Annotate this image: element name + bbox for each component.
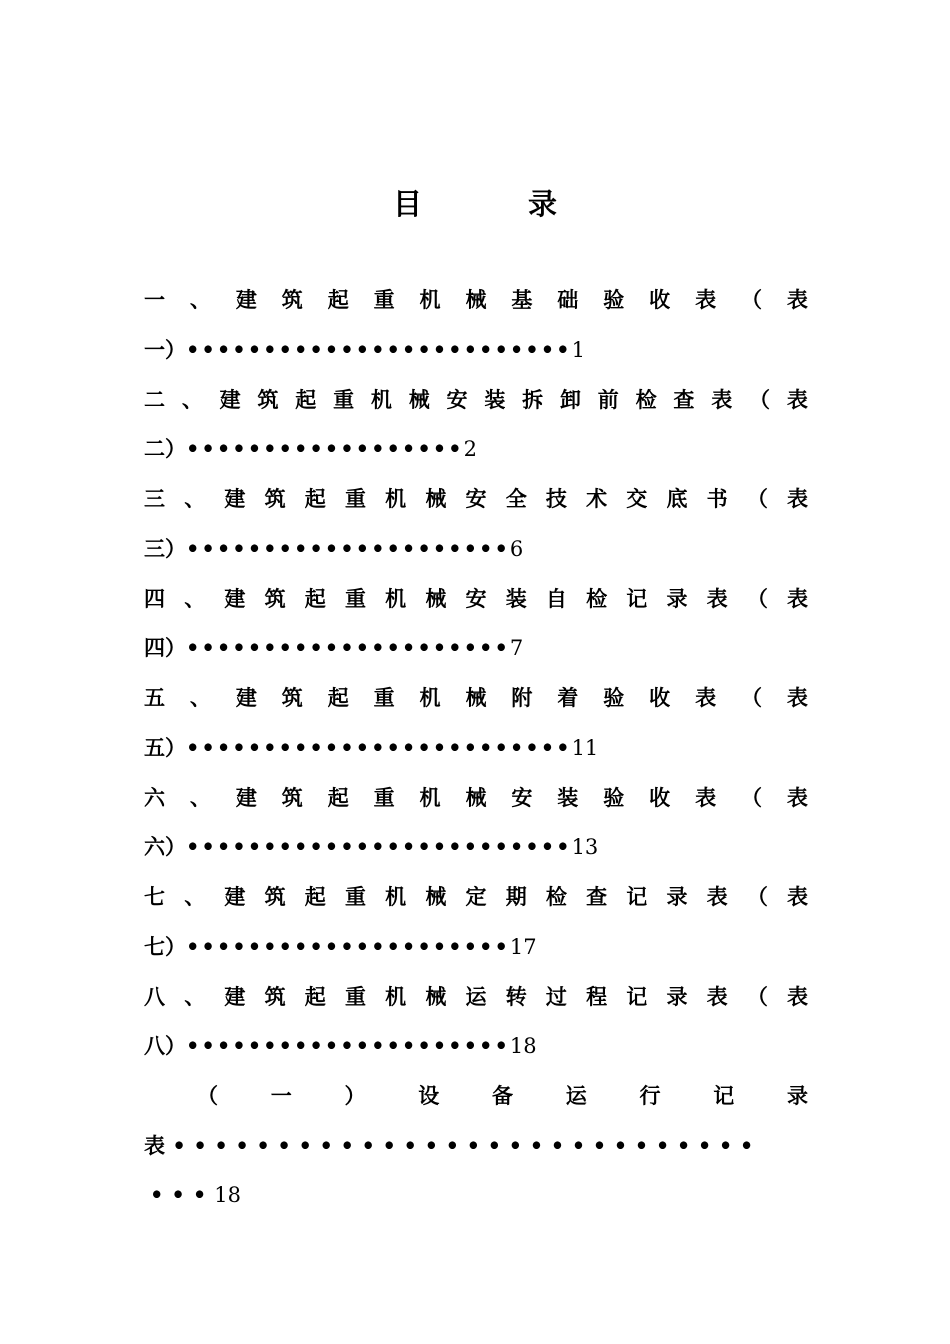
- toc-entry-leader[interactable]: [144, 330, 808, 370]
- toc-subentry-heading[interactable]: （ 一 ） 设 备 运 行 记 录: [197, 1083, 808, 1108]
- toc-subentry-leader[interactable]: [144, 1126, 808, 1166]
- toc-subentry-page-line[interactable]: [144, 1175, 808, 1215]
- toc-page-number: 17: [509, 935, 537, 959]
- toc-heading-continuation: 五）: [144, 735, 186, 760]
- toc-entry-heading[interactable]: 二 、 建 筑 起 重 机 械 安 装 拆 卸 前 检 查 表 （ 表: [144, 387, 808, 412]
- toc-entry-heading[interactable]: 八 、 建 筑 起 重 机 械 运 转 过 程 记 录 表 （ 表: [144, 984, 808, 1009]
- toc-entry-heading[interactable]: 七 、 建 筑 起 重 机 械 定 期 检 查 记 录 表 （ 表: [144, 884, 808, 909]
- toc-dot-leader: ••••••••••••••••••: [186, 436, 464, 461]
- toc-heading-continuation: 一）: [144, 337, 186, 362]
- toc-dot-leader: •••••••••••••••••••••: [186, 934, 510, 959]
- toc-dot-leader: •••••••••••••••••••••••••: [186, 834, 572, 859]
- toc-entry-leader[interactable]: [144, 529, 808, 569]
- toc-dot-leader-wrap: •••: [150, 1182, 215, 1207]
- toc-dot-leader: •••••••••••••••••••••: [186, 536, 510, 561]
- toc-entry-leader[interactable]: [144, 1026, 808, 1066]
- toc-entry-leader[interactable]: [144, 927, 808, 967]
- toc-heading-char: 一: [144, 287, 165, 312]
- toc-page-number: 7: [509, 636, 524, 660]
- toc-heading-continuation: 二）: [144, 436, 186, 461]
- toc-dot-leader: •••••••••••••••••••••: [186, 1033, 510, 1058]
- toc-dot-leader: •••••••••••••••••••••••••: [186, 735, 572, 760]
- toc-dot-leader: ••••••••••••••••••••••••••••: [172, 1133, 761, 1158]
- toc-heading-continuation: 表: [144, 1133, 165, 1158]
- toc-heading-continuation: 三）: [144, 536, 186, 561]
- toc-entry-leader[interactable]: [144, 728, 808, 768]
- toc-dot-leader: •••••••••••••••••••••••••: [186, 337, 572, 362]
- toc-dot-leader: •••••••••••••••••••••: [186, 635, 510, 660]
- toc-heading-continuation: 七）: [144, 934, 186, 959]
- toc-entry-heading[interactable]: 六 、 建 筑 起 重 机 械 安 装 验 收 表 （ 表: [144, 785, 808, 810]
- toc-page-number: 6: [509, 537, 524, 561]
- toc-page-number: 18: [214, 1183, 242, 1207]
- toc-heading-continuation: 八）: [144, 1033, 186, 1058]
- toc-page-number: 11: [571, 736, 599, 760]
- toc-entry-heading[interactable]: 五 、 建 筑 起 重 机 械 附 着 验 收 表 （ 表: [144, 685, 808, 710]
- toc-entry-leader[interactable]: [144, 429, 808, 469]
- toc-entry-heading[interactable]: 一 、 建 筑 起 重 机 械 基 础 验 收 表 （ 表: [144, 280, 808, 320]
- toc-heading-continuation: 四）: [144, 635, 186, 660]
- page-title: 目 录: [392, 187, 606, 221]
- toc-entry-leader[interactable]: [144, 628, 808, 668]
- toc-entry-heading[interactable]: 三 、 建 筑 起 重 机 械 安 全 技 术 交 底 书 （ 表: [144, 486, 808, 511]
- toc-page-number: 13: [571, 835, 599, 859]
- toc-heading-continuation: 六）: [144, 834, 186, 859]
- toc-page-number: 1: [571, 338, 585, 362]
- toc-page-number: 2: [463, 437, 477, 461]
- toc-page-number: 18: [509, 1034, 537, 1058]
- toc-entry-heading[interactable]: 四 、 建 筑 起 重 机 械 安 装 自 检 记 录 表 （ 表: [144, 586, 808, 611]
- toc-entry-leader[interactable]: [144, 827, 808, 867]
